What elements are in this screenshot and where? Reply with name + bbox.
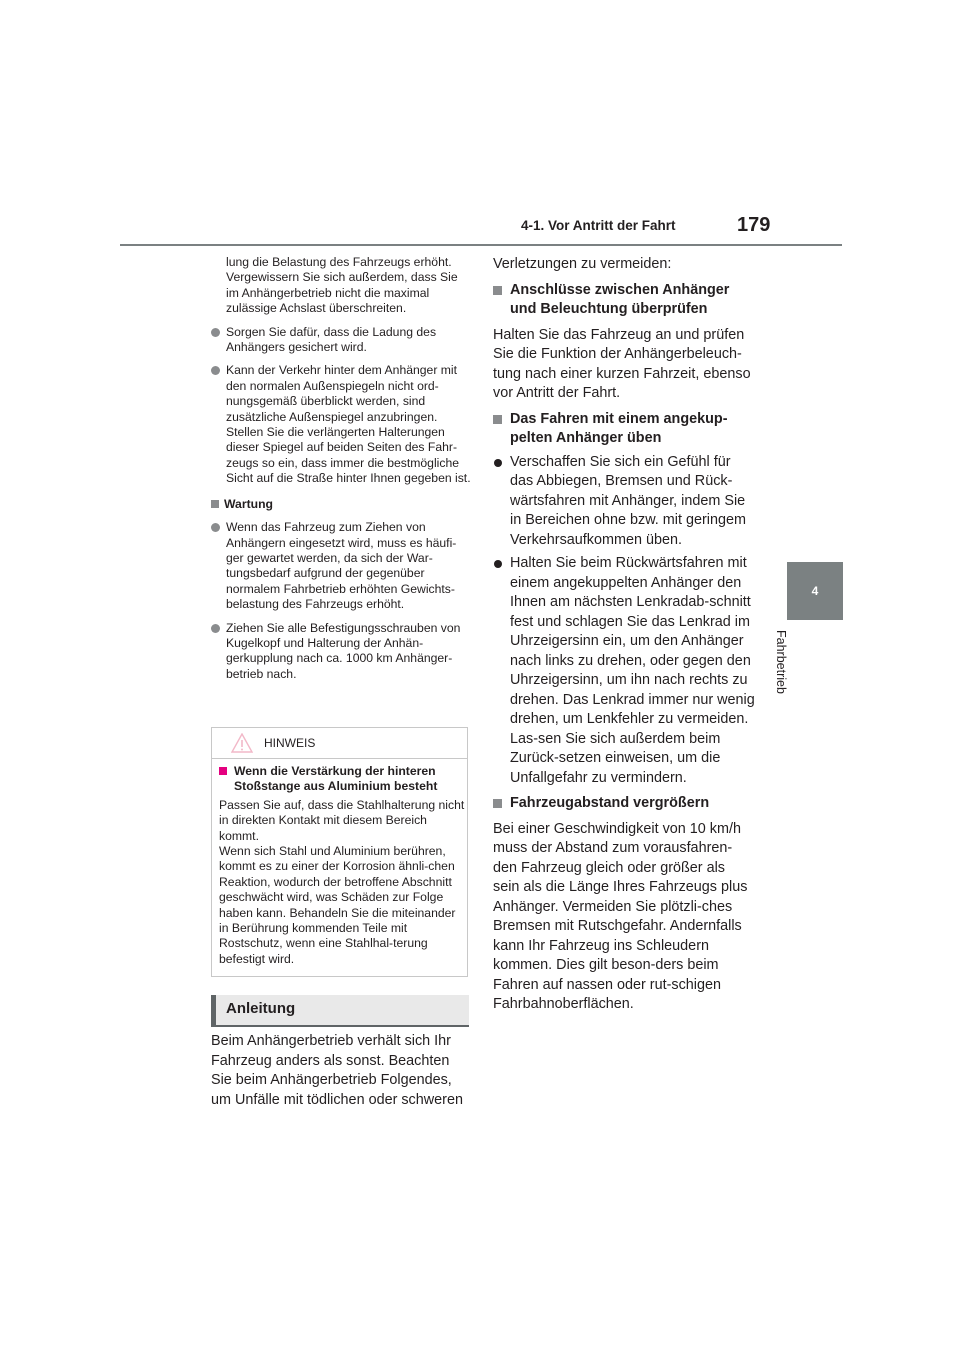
bullet-dot-icon <box>211 624 220 633</box>
notice-title: HINWEIS <box>264 736 316 750</box>
list-item-text: Halten Sie beim Rückwärtsfahren mit einem angekuppelten Anhänger den Ihnen am nächsten Lenkradab-schnitt fest und schlagen Sie das Lenkrad im Uhrzeigersinn ein, um den Anhänger nach links zu drehen, oder gegen den Uhrzeigersinn, um ihn nach rechts zu drehen. Das Lenkrad immer nur wenig drehen, um Lenkfehler zu vermeiden. Las-sen Sie sich außerdem beim Zurück-setzen einweisen, um die Unfallgefahr zu vermindern. <box>510 555 755 786</box>
list-item-text: Sorgen Sie dafür, dass die Ladung des Anhängers gesichert wird. <box>226 324 437 355</box>
bullet-dot-icon <box>494 560 502 568</box>
bullet-dot-icon <box>494 459 502 467</box>
anleitung-text: Beim Anhängerbetrieb verhält sich Ihr Fahrzeug anders als sonst. Beachten Sie beim Anhängerbetrieb Folgendes, um Unfälle mit tödlichen oder schweren <box>211 1033 463 1108</box>
list-item-text: Kann der Verkehr hinter dem Anhänger mit den normalen Außenspiegeln nicht ord-nungsgemäß überblickt werden, sind zusätzliche Außenspiegel anzubringen. Stellen Sie die verlängerten Halterungen dieser Spiegel auf beiden Seiten des Fahr-zeugs so ein, dass immer die bestmögliche Sicht auf die Straße hinter Ihnen gegeben ist. <box>226 363 471 486</box>
notice-heading <box>219 764 467 795</box>
paragraph: Bei einer Geschwindigkeit von 10 km/h muss der Abstand zum vorausfahren-den Fahrzeug gleich oder größer als sein als die Länge Ihres Fahrzeugs plus Anhänger. Vermeiden Sie plötzli-ches Bremsen mit Rutschgefahr. Andernfalls kann Ihr Fahrzeug ins Schleudern kommen. Dies gilt beson-ders beim Fahren auf nassen oder rut-schigen Fahrbahnoberflächen. <box>493 820 748 1012</box>
square-bullet-icon <box>211 500 219 508</box>
subheading-text: Wartung <box>224 496 273 511</box>
list-item <box>493 554 755 788</box>
paragraph: Halten Sie das Fahrzeug an und prüfen Sie die Funktion der Anhängerbeleuch-tung nach einer kurzen Fahrzeit, ebenso vor Antritt der Fahrt. <box>493 326 751 401</box>
subheading-wartung <box>211 497 471 512</box>
chapter-title: Fahrbetrieb <box>774 630 788 694</box>
subheading-text: Das Fahren mit einem angekup-pelten Anhänger üben <box>510 410 728 446</box>
anleitung-rule <box>211 1025 469 1027</box>
header-rule <box>120 244 842 246</box>
anleitung-heading <box>211 995 469 1025</box>
square-bullet-icon <box>219 767 227 775</box>
subheading-text: Anschlüsse zwischen Anhänger und Beleuchtung überprüfen <box>510 281 730 317</box>
right-column <box>493 255 755 1015</box>
list-item <box>211 363 471 486</box>
notice-text: Passen Sie auf, dass die Stahlhalterung nicht in direkten Kontakt mit diesem Bereich kommt. <box>219 797 465 843</box>
list-item <box>493 453 755 551</box>
subheading-text: Fahrzeugabstand vergrößern <box>510 795 710 811</box>
notice-box <box>211 727 468 977</box>
page-number: 179 <box>737 214 771 236</box>
list-item-text: Ziehen Sie alle Befestigungsschrauben von Kugelkopf und Halterung der Anhän-gerkupplung nach ca. 1000 km Anhänger-betrieb nach. <box>226 620 461 681</box>
subheading <box>493 794 755 814</box>
chapter-tab[interactable] <box>787 562 843 620</box>
list-item-text: Verschaffen Sie sich ein Gefühl für das Abbiegen, Bremsen und Rück-wärtsfahren mit Anhänger, indem Sie in Bereichen ohne bzw. mit geringem Verkehrsaufkommen üben. <box>510 453 746 548</box>
bullet-dot-icon <box>211 523 220 532</box>
chapter-number: 4 <box>811 584 819 598</box>
square-bullet-icon <box>493 415 502 424</box>
list-item <box>211 621 471 683</box>
continuation-text: Verletzungen zu vermeiden: <box>493 256 672 272</box>
notice-body <box>212 759 467 967</box>
list-item <box>211 325 471 356</box>
square-bullet-icon <box>493 286 502 295</box>
notice-heading-text: Wenn die Verstärkung der hinteren Stoßstange aus Aluminium besteht <box>234 764 438 794</box>
subheading <box>493 281 755 320</box>
left-column <box>211 255 471 682</box>
square-bullet-icon <box>493 799 502 808</box>
anleitung-heading-text: Anleitung <box>226 1000 296 1017</box>
section-title: 4-1. Vor Antritt der Fahrt <box>521 218 676 233</box>
chapter-label <box>774 630 806 720</box>
bullet-dot-icon <box>211 328 220 337</box>
bullet-dot-icon <box>211 366 220 375</box>
continuation-text: lung die Belastung des Fahrzeugs erhöht. Vergewissern Sie sich außerdem, dass Sie im Anhängerbetrieb nicht die maximal zulässige Achslast überschreiten. <box>226 255 458 316</box>
list-item-text: Wenn das Fahrzeug zum Ziehen von Anhängern eingesetzt wird, muss es häufi-ger gewartet werden, da sich der War-tungsbedarf aufgrund der gegenüber normalem Fahrbetrieb erhöhten Gewichts-belastung des Fahrzeugs erhöht. <box>226 520 457 612</box>
warning-triangle-icon <box>231 733 253 753</box>
subheading <box>493 410 755 449</box>
notice-header <box>212 728 467 759</box>
notice-text: Wenn sich Stahl und Aluminium berühren, kommt es zu einer der Korrosion ähnli-chen Reaktion, wodurch der betroffene Abschnitt geschwächt wird, was Schäden zur Folge haben kann. Behandeln Sie die miteinander in Berührung kommenden Teile mit Rostschutz, wenn eine Stahlhal-terung befestigt wird. <box>219 844 456 966</box>
list-item <box>211 520 471 612</box>
anleitung-text-block <box>211 1032 473 1110</box>
